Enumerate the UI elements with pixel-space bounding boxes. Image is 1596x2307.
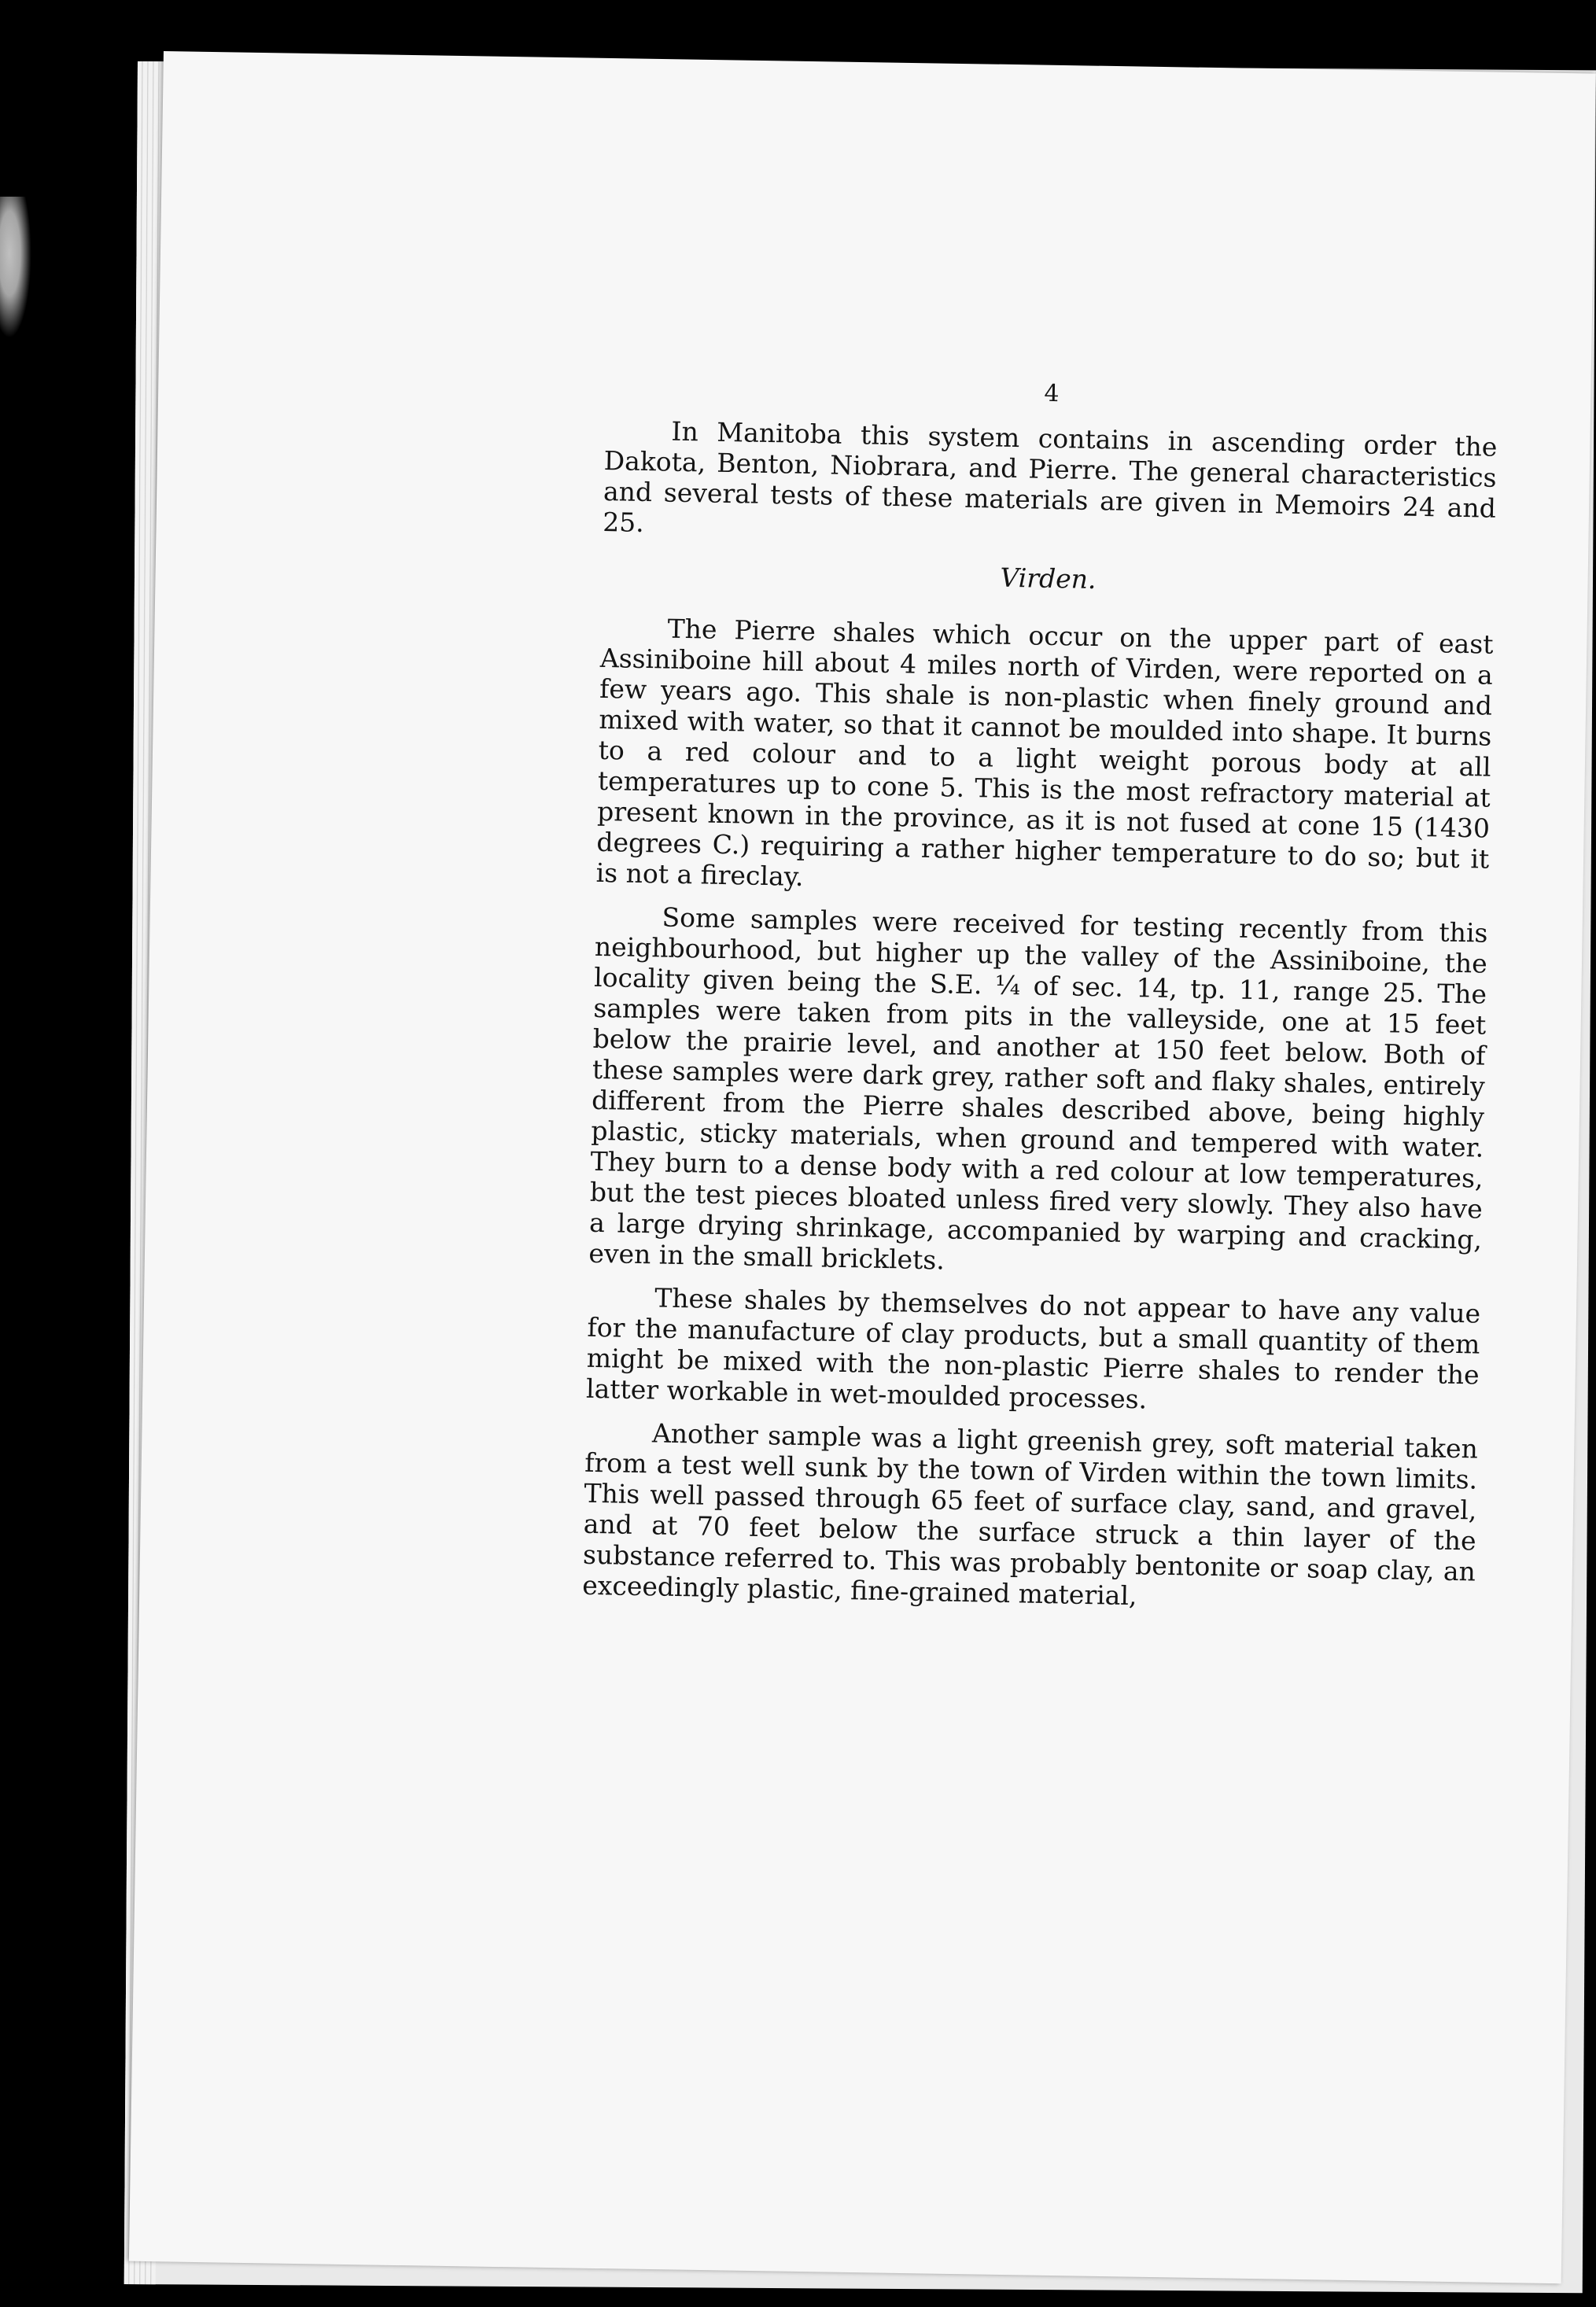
body-paragraph: Another sample was a light greenish grey, soft material taken from a test well sunk by the town of Virden within the town limits. This well passed through 65 feet of surface clay, sand, and gravel, and at 70 feet below the surface struck a thin layer of the substance referred to. This was probably bentonite or soap clay, an exceedingly plastic, fine-grained material,	[581, 1417, 1479, 1612]
intro-paragraph: In Manitoba this system contains in ascending order the Dakota, Benton, Niobrara, and Pierre. The general characteristics and several tests of these materials are given in Memoirs 24 and 25.	[602, 415, 1498, 538]
page-number: 4	[1044, 379, 1060, 408]
page-text	[582, 370, 1498, 1630]
body-paragraph: These shales by themselves do not appear to have any value for the manufacture of clay products, but a small quantity of them might be mixed with the non-plastic Pierre shales to render the latter workable in wet-moulded processes.	[585, 1282, 1481, 1415]
body-paragraph: The Pierre shales which occur on the upper part of east Assiniboine hill about 4 miles north of Virden, were reported on a few years ago. This shale is non-plastic when finely ground and mixed with water, so that it cannot be moulded into shape. It burns to a red colour and to a light weight porous body at all temperatures up to cone 5. This is the most refractory material at present known in the province, as it is not fused at cone 15 (1430 degrees C.) requiring a rather higher temperature to do so; but it is not a fireclay.	[595, 613, 1494, 892]
body-paragraph: Some samples were received for testing recently from this neighbourhood, but higher up the valley of the Assiniboine, the locality given being the S.E. ¼ of sec. 14, tp. 11, range 25. The samples were taken from pits in the valleyside, one at 15 feet below the prairie level, and another at 150 feet below. Both of these samples were dark grey, rather soft and flaky shales, entirely different from the Pierre shales described above, being highly plastic, sticky materials, when ground and tempered with water. They burn to a dense body with a red colour at low temperatures, but the test pieces bloated unless fired very slowly. They also have a large drying shrinkage, accompanied by warping and cracking, even in the small bricklets.	[588, 901, 1488, 1276]
section-heading: Virden.	[1000, 562, 1097, 595]
binding-debris	[0, 197, 31, 338]
